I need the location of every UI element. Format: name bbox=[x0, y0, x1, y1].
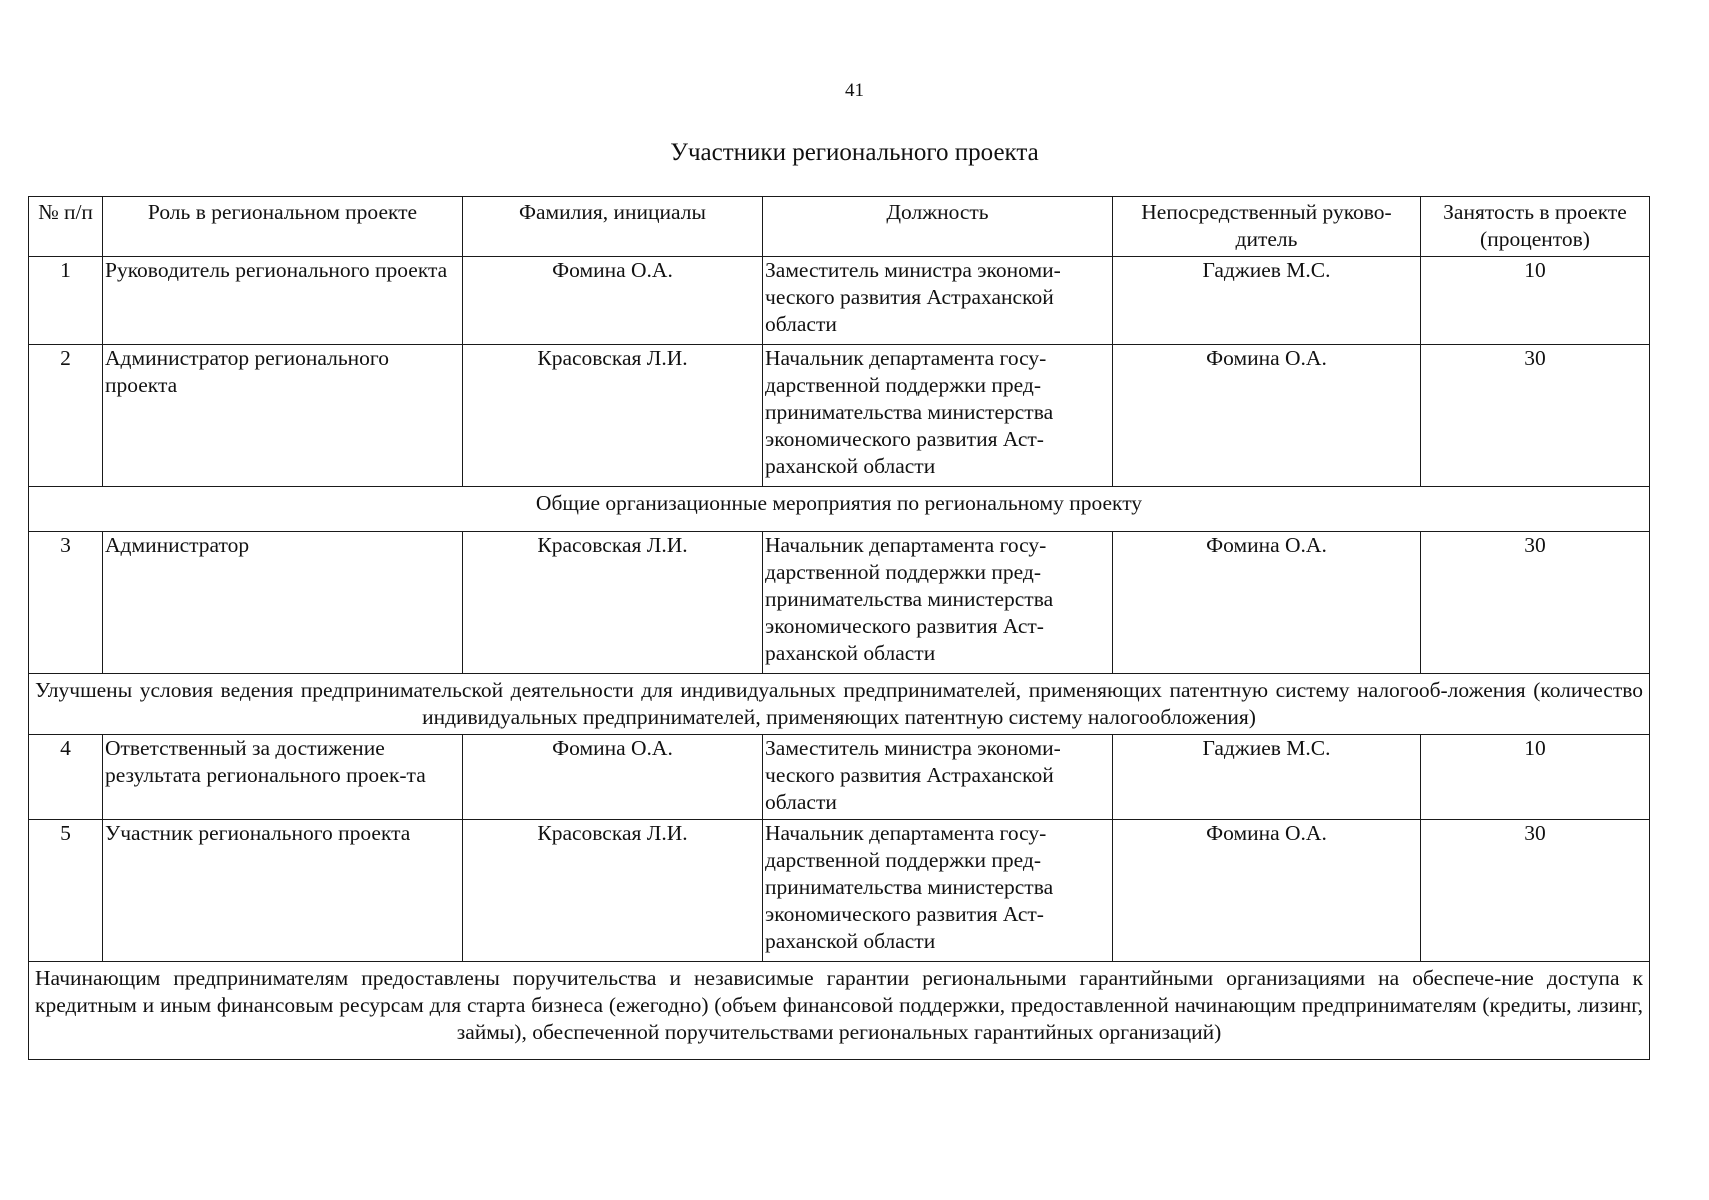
row-role: Руководитель регионального проекта bbox=[103, 257, 463, 345]
page-number: 41 bbox=[845, 80, 864, 101]
row-load: 30 bbox=[1421, 345, 1650, 487]
page-title: Участники регионального проекта bbox=[670, 139, 1039, 166]
table-row bbox=[29, 345, 1650, 487]
row-position: Начальник департамента госу-дарственной поддержки пред-принимательства министерства экономического развития Аст-раханской области bbox=[763, 345, 1113, 487]
header-supervisor: Непосредственный руково-дитель bbox=[1113, 197, 1421, 257]
row-name: Фомина О.А. bbox=[463, 735, 763, 820]
row-role: Участник регионального проекта bbox=[103, 820, 463, 962]
row-name: Фомина О.А. bbox=[463, 257, 763, 345]
table-row bbox=[29, 820, 1650, 962]
header-load: Занятость в проекте (процентов) bbox=[1421, 197, 1650, 257]
table-header-row bbox=[29, 197, 1650, 257]
header-number: № п/п bbox=[29, 197, 103, 257]
row-number: 3 bbox=[29, 532, 103, 674]
section-heading: Общие организационные мероприятия по региональному проекту bbox=[29, 487, 1650, 532]
section-row bbox=[29, 487, 1650, 532]
row-number: 4 bbox=[29, 735, 103, 820]
row-role: Администратор bbox=[103, 532, 463, 674]
row-supervisor: Фомина О.А. bbox=[1113, 345, 1421, 487]
row-supervisor: Гаджиев М.С. bbox=[1113, 735, 1421, 820]
row-number: 2 bbox=[29, 345, 103, 487]
row-supervisor: Фомина О.А. bbox=[1113, 820, 1421, 962]
row-load: 10 bbox=[1421, 257, 1650, 345]
section-heading: Начинающим предпринимателям предоставлены поручительства и независимые гарантии региональными гарантийными организациями на обеспече-ние доступа к кредитным и иным финансовым ресурсам для старта бизнеса (ежегодно) (объем финансовой поддержки, предоставленной начинающим предпринимателям (кредиты, лизинг, займы), обеспеченной поручительствами региональных гарантийных организаций) bbox=[29, 962, 1650, 1060]
participants-table bbox=[28, 196, 1650, 1060]
row-name: Красовская Л.И. bbox=[463, 820, 763, 962]
row-role: Администратор регионального проекта bbox=[103, 345, 463, 487]
header-role: Роль в региональном проекте bbox=[103, 197, 463, 257]
row-load: 10 bbox=[1421, 735, 1650, 820]
header-name: Фамилия, инициалы bbox=[463, 197, 763, 257]
row-name: Красовская Л.И. bbox=[463, 532, 763, 674]
table-row bbox=[29, 735, 1650, 820]
row-position: Начальник департамента госу-дарственной поддержки пред-принимательства министерства экономического развития Аст-раханской области bbox=[763, 820, 1113, 962]
row-supervisor: Гаджиев М.С. bbox=[1113, 257, 1421, 345]
row-name: Красовская Л.И. bbox=[463, 345, 763, 487]
row-role: Ответственный за достижение результата регионального проек-та bbox=[103, 735, 463, 820]
header-position: Должность bbox=[763, 197, 1113, 257]
row-position: Заместитель министра экономи-ческого развития Астраханской области bbox=[763, 735, 1113, 820]
section-row bbox=[29, 962, 1650, 1060]
table-row bbox=[29, 257, 1650, 345]
row-load: 30 bbox=[1421, 532, 1650, 674]
row-number: 5 bbox=[29, 820, 103, 962]
row-position: Заместитель министра экономи-ческого развития Астраханской области bbox=[763, 257, 1113, 345]
table-row bbox=[29, 532, 1650, 674]
row-position: Начальник департамента госу-дарственной поддержки пред-принимательства министерства экономического развития Аст-раханской области bbox=[763, 532, 1113, 674]
row-load: 30 bbox=[1421, 820, 1650, 962]
row-supervisor: Фомина О.А. bbox=[1113, 532, 1421, 674]
section-row bbox=[29, 674, 1650, 735]
section-heading: Улучшены условия ведения предпринимательской деятельности для индивидуальных предпринимателей, применяющих патентную систему налогооб-ложения (количество индивидуальных предпринимателей, применяющих патентную систему налогообложения) bbox=[29, 674, 1650, 735]
row-number: 1 bbox=[29, 257, 103, 345]
